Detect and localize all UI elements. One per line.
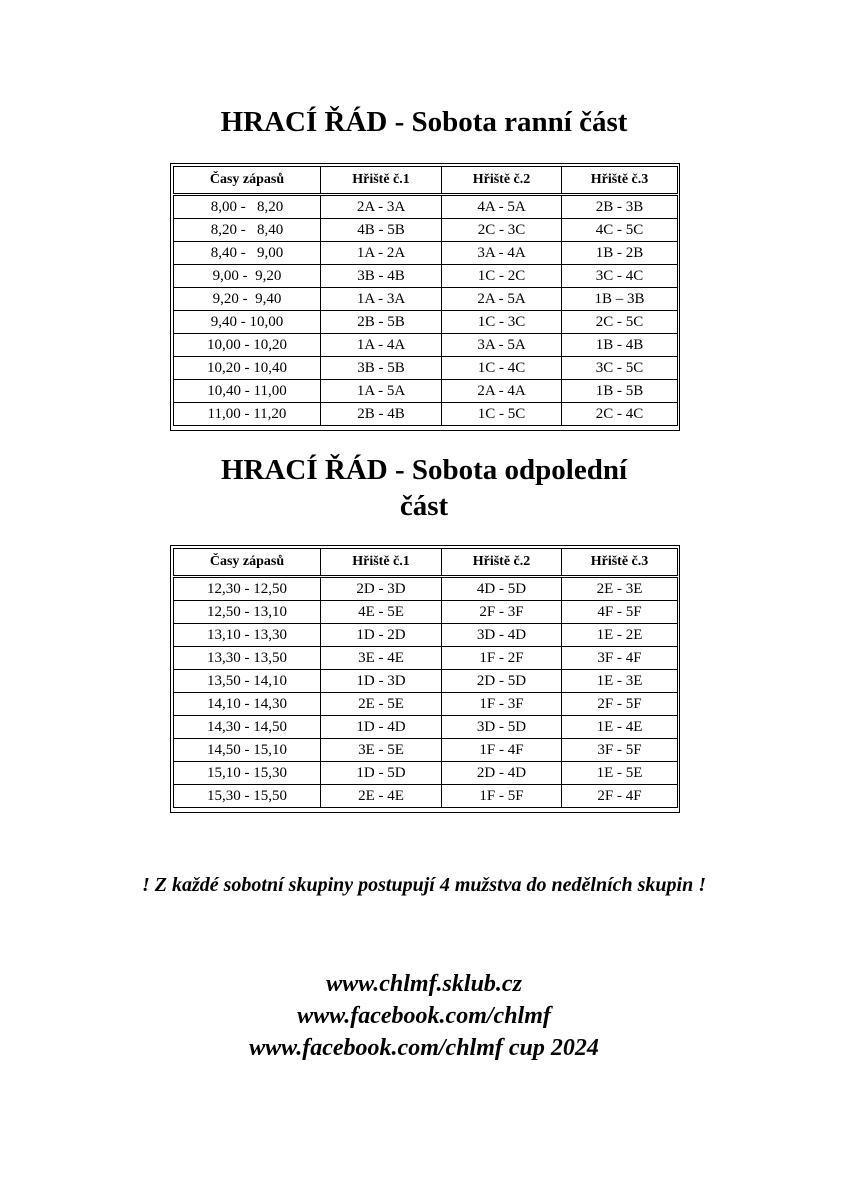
pitch-2-match: 2A - 5A (442, 288, 562, 311)
pitch-1-match: 2E - 5E (321, 693, 442, 716)
pitch-3-match: 3C - 4C (562, 265, 678, 288)
match-time: 11,00 - 11,20 (174, 403, 321, 426)
pitch-1-match: 2D - 3D (321, 577, 442, 601)
header-pitch-2: Hřiště č.2 (442, 549, 562, 577)
pitch-3-match: 4F - 5F (562, 601, 678, 624)
match-time: 9,40 - 10,00 (174, 311, 321, 334)
table-row (174, 577, 678, 601)
pitch-1-match: 3E - 5E (321, 739, 442, 762)
pitch-1-match: 1A - 5A (321, 380, 442, 403)
pitch-1-match: 4B - 5B (321, 219, 442, 242)
table-row (174, 670, 678, 693)
pitch-2-match: 2D - 4D (442, 762, 562, 785)
facebook-cup-link[interactable]: www.facebook.com/chlmf cup 2024 (249, 1035, 599, 1061)
header-pitch-1: Hřiště č.1 (321, 167, 442, 195)
match-time: 13,10 - 13,30 (174, 624, 321, 647)
match-time: 9,00 - 9,20 (174, 265, 321, 288)
pitch-3-match: 4C - 5C (562, 219, 678, 242)
pitch-1-match: 1A - 4A (321, 334, 442, 357)
table-header-row (174, 167, 678, 195)
table-row (174, 195, 678, 219)
pitch-3-match: 2C - 5C (562, 311, 678, 334)
pitch-3-match: 2C - 4C (562, 403, 678, 426)
pitch-2-match: 2F - 3F (442, 601, 562, 624)
pitch-3-match: 3C - 5C (562, 357, 678, 380)
pitch-3-match: 3F - 4F (562, 647, 678, 670)
match-time: 13,30 - 13,50 (174, 647, 321, 670)
table-row (174, 219, 678, 242)
table-row (174, 647, 678, 670)
morning-schedule-table-frame (170, 163, 680, 431)
pitch-3-match: 1B - 2B (562, 242, 678, 265)
pitch-2-match: 1F - 4F (442, 739, 562, 762)
pitch-3-match: 1B - 5B (562, 380, 678, 403)
pitch-2-match: 1C - 2C (442, 265, 562, 288)
pitch-2-match: 3A - 4A (442, 242, 562, 265)
afternoon-title-line-2: část (399, 490, 449, 522)
match-time: 8,00 - 8,20 (174, 195, 321, 219)
pitch-3-match: 2F - 4F (562, 785, 678, 808)
afternoon-title-line-1: HRACÍ ŘÁD - Sobota odpolední (220, 454, 628, 486)
pitch-3-match: 1E - 4E (562, 716, 678, 739)
pitch-3-match: 2B - 3B (562, 195, 678, 219)
pitch-1-match: 1A - 3A (321, 288, 442, 311)
match-time: 15,30 - 15,50 (174, 785, 321, 808)
afternoon-schedule-title (0, 452, 848, 524)
facebook-link[interactable]: www.facebook.com/chlmf (297, 1003, 551, 1029)
pitch-3-match: 3F - 5F (562, 739, 678, 762)
pitch-1-match: 2E - 4E (321, 785, 442, 808)
table-row (174, 311, 678, 334)
table-row (174, 693, 678, 716)
match-time: 15,10 - 15,30 (174, 762, 321, 785)
match-time: 14,50 - 15,10 (174, 739, 321, 762)
morning-schedule-table (173, 166, 678, 426)
pitch-2-match: 1C - 5C (442, 403, 562, 426)
afternoon-schedule-table-frame (170, 545, 680, 813)
pitch-1-match: 3E - 4E (321, 647, 442, 670)
pitch-1-match: 1D - 4D (321, 716, 442, 739)
header-pitch-3: Hřiště č.3 (562, 549, 678, 577)
pitch-2-match: 4A - 5A (442, 195, 562, 219)
table-row (174, 288, 678, 311)
pitch-2-match: 1F - 3F (442, 693, 562, 716)
pitch-1-match: 1D - 2D (321, 624, 442, 647)
table-row (174, 334, 678, 357)
pitch-1-match: 2B - 4B (321, 403, 442, 426)
afternoon-schedule-table (173, 548, 678, 808)
header-match-times: Časy zápasů (174, 549, 321, 577)
match-time: 10,00 - 10,20 (174, 334, 321, 357)
pitch-1-match: 1A - 2A (321, 242, 442, 265)
pitch-3-match: 1E - 3E (562, 670, 678, 693)
table-row (174, 357, 678, 380)
match-time: 8,20 - 8,40 (174, 219, 321, 242)
table-row (174, 785, 678, 808)
pitch-2-match: 4D - 5D (442, 577, 562, 601)
match-time: 12,50 - 13,10 (174, 601, 321, 624)
pitch-3-match: 1B – 3B (562, 288, 678, 311)
table-row (174, 380, 678, 403)
match-time: 10,20 - 10,40 (174, 357, 321, 380)
match-time: 12,30 - 12,50 (174, 577, 321, 601)
pitch-1-match: 2B - 5B (321, 311, 442, 334)
match-time: 10,40 - 11,00 (174, 380, 321, 403)
table-row (174, 739, 678, 762)
table-row (174, 762, 678, 785)
header-match-times: Časy zápasů (174, 167, 321, 195)
pitch-2-match: 3D - 4D (442, 624, 562, 647)
header-pitch-2: Hřiště č.2 (442, 167, 562, 195)
pitch-2-match: 1C - 4C (442, 357, 562, 380)
table-row (174, 403, 678, 426)
advancement-note: ! Z každé sobotní skupiny postupují 4 mužstva do nedělních skupin ! (141, 874, 706, 896)
pitch-1-match: 2A - 3A (321, 195, 442, 219)
links-block (0, 968, 848, 1064)
table-row (174, 716, 678, 739)
match-time: 8,40 - 9,00 (174, 242, 321, 265)
table-row (174, 624, 678, 647)
header-pitch-3: Hřiště č.3 (562, 167, 678, 195)
table-header-row (174, 549, 678, 577)
pitch-1-match: 4E - 5E (321, 601, 442, 624)
pitch-3-match: 1E - 2E (562, 624, 678, 647)
pitch-2-match: 2A - 4A (442, 380, 562, 403)
table-row (174, 242, 678, 265)
pitch-2-match: 1F - 2F (442, 647, 562, 670)
pitch-2-match: 2D - 5D (442, 670, 562, 693)
pitch-2-match: 3D - 5D (442, 716, 562, 739)
match-time: 13,50 - 14,10 (174, 670, 321, 693)
pitch-2-match: 2C - 3C (442, 219, 562, 242)
match-time: 14,30 - 14,50 (174, 716, 321, 739)
pitch-1-match: 3B - 5B (321, 357, 442, 380)
pitch-3-match: 1E - 5E (562, 762, 678, 785)
table-row (174, 265, 678, 288)
pitch-2-match: 1F - 5F (442, 785, 562, 808)
pitch-2-match: 1C - 3C (442, 311, 562, 334)
pitch-2-match: 3A - 5A (442, 334, 562, 357)
match-time: 9,20 - 9,40 (174, 288, 321, 311)
table-row (174, 601, 678, 624)
match-time: 14,10 - 14,30 (174, 693, 321, 716)
pitch-1-match: 1D - 3D (321, 670, 442, 693)
website-link[interactable]: www.chlmf.sklub.cz (326, 971, 522, 997)
morning-schedule-title: HRACÍ ŘÁD - Sobota ranní část (220, 106, 628, 138)
pitch-1-match: 3B - 4B (321, 265, 442, 288)
pitch-3-match: 1B - 4B (562, 334, 678, 357)
header-pitch-1: Hřiště č.1 (321, 549, 442, 577)
pitch-1-match: 1D - 5D (321, 762, 442, 785)
pitch-3-match: 2E - 3E (562, 577, 678, 601)
pitch-3-match: 2F - 5F (562, 693, 678, 716)
